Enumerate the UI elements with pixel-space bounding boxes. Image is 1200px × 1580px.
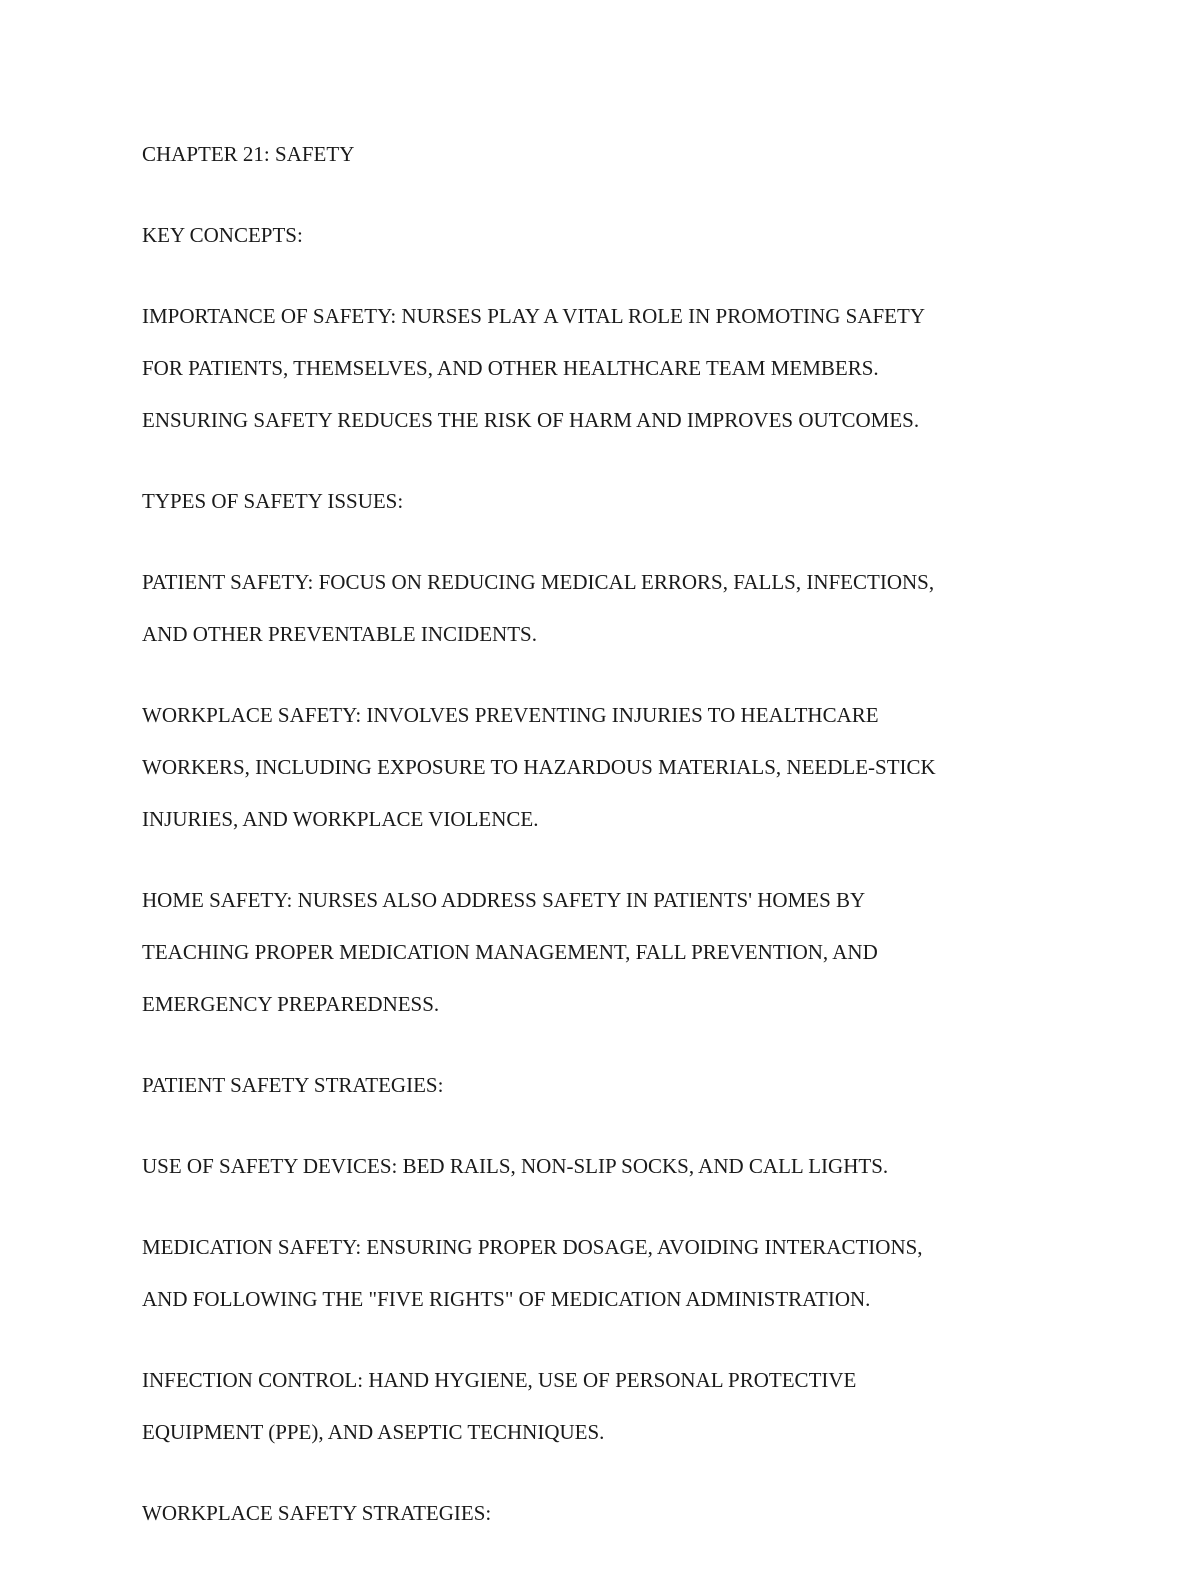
paragraph-safety-devices xyxy=(142,1152,1092,1204)
text-line: KEY CONCEPTS: xyxy=(142,223,303,247)
text-line: CHAPTER 21: SAFETY xyxy=(142,142,355,166)
paragraph-home-safety xyxy=(142,886,1092,1042)
text-line: INJURIES, AND WORKPLACE VIOLENCE. xyxy=(142,807,539,831)
text-line: TYPES OF SAFETY ISSUES: xyxy=(142,489,404,513)
text-line: TEACHING PROPER MEDICATION MANAGEMENT, FALL PREVENTION, AND xyxy=(142,940,878,964)
section-heading-patient-safety-strategies xyxy=(142,1071,1092,1123)
text-line: EQUIPMENT (PPE), AND ASEPTIC TECHNIQUES. xyxy=(142,1420,605,1444)
paragraph-medication-safety xyxy=(142,1233,1092,1337)
section-heading-key-concepts xyxy=(142,221,1092,273)
text-line: HOME SAFETY: NURSES ALSO ADDRESS SAFETY IN PATIENTS' HOMES BY xyxy=(142,888,866,912)
paragraph-infection-control xyxy=(142,1366,1092,1470)
text-line: AND FOLLOWING THE "FIVE RIGHTS" OF MEDICATION ADMINISTRATION. xyxy=(142,1287,871,1311)
text-line: WORKPLACE SAFETY STRATEGIES: xyxy=(142,1501,492,1525)
text-line: USE OF SAFETY DEVICES: BED RAILS, NON-SLIP SOCKS, AND CALL LIGHTS. xyxy=(142,1154,889,1178)
text-line: FOR PATIENTS, THEMSELVES, AND OTHER HEALTHCARE TEAM MEMBERS. xyxy=(142,356,879,380)
document-body xyxy=(142,140,1092,1580)
text-line: PATIENT SAFETY: FOCUS ON REDUCING MEDICAL ERRORS, FALLS, INFECTIONS, xyxy=(142,570,935,594)
text-line: WORKERS, INCLUDING EXPOSURE TO HAZARDOUS MATERIALS, NEEDLE-STICK xyxy=(142,755,936,779)
text-line: INFECTION CONTROL: HAND HYGIENE, USE OF PERSONAL PROTECTIVE xyxy=(142,1368,857,1392)
text-line: PATIENT SAFETY STRATEGIES: xyxy=(142,1073,444,1097)
section-heading-workplace-safety-strategies xyxy=(142,1499,1092,1551)
text-line: ENSURING SAFETY REDUCES THE RISK OF HARM AND IMPROVES OUTCOMES. xyxy=(142,408,920,432)
text-line: AND OTHER PREVENTABLE INCIDENTS. xyxy=(142,622,537,646)
paragraph-patient-safety xyxy=(142,568,1092,672)
text-line: MEDICATION SAFETY: ENSURING PROPER DOSAGE, AVOIDING INTERACTIONS, xyxy=(142,1235,923,1259)
section-heading-types-of-safety-issues xyxy=(142,487,1092,539)
paragraph-importance-of-safety xyxy=(142,302,1092,458)
text-line: EMERGENCY PREPAREDNESS. xyxy=(142,992,440,1016)
chapter-title xyxy=(142,140,1092,192)
text-line: IMPORTANCE OF SAFETY: NURSES PLAY A VITAL ROLE IN PROMOTING SAFETY xyxy=(142,304,925,328)
text-line: WORKPLACE SAFETY: INVOLVES PREVENTING INJURIES TO HEALTHCARE xyxy=(142,703,879,727)
paragraph-workplace-safety xyxy=(142,701,1092,857)
